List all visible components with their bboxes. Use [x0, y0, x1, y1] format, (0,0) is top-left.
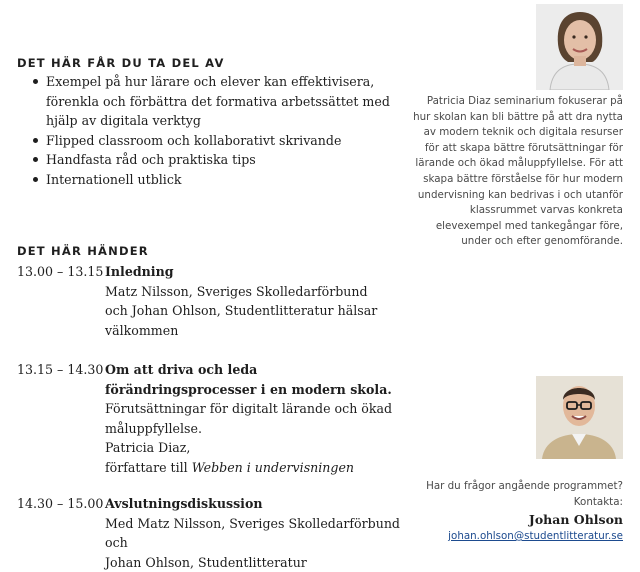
schedule-title: Inledning [105, 264, 174, 279]
schedule-time: 14.30 – 15.00 [17, 496, 104, 511]
contact-name: Johan Ohlson [528, 512, 623, 527]
schedule-time: 13.00 – 13.15 [17, 264, 104, 279]
schedule-line: Med Matz Nilsson, Sveriges Skolledarförbund och [105, 515, 400, 551]
schedule-title: Om att driva och leda förändringsprocesser i en modern skola. [105, 362, 392, 397]
schedule-item [17, 360, 417, 478]
schedule-author-line [105, 458, 417, 478]
schedule-line: Johan Ohlson, Studentlitteratur [105, 554, 307, 570]
schedule-time: 13.15 – 14.30 [17, 362, 104, 377]
schedule-item [17, 494, 417, 572]
schedule-line: välkommen [105, 322, 179, 338]
schedule-line: Matz Nilsson, Sveriges Skolledarförbund [105, 283, 368, 299]
contact-portrait [536, 376, 623, 459]
author-prefix: författare till [105, 459, 188, 475]
schedule-title: Avslutningsdiskussion [105, 496, 263, 511]
schedule-line: Förutsättningar för digitalt lärande och ökad måluppfyllelse. [105, 401, 393, 436]
contact-email-link[interactable]: johan.ohlson@studentlitteratur.se [448, 530, 623, 542]
section-heading-schedule: DET HÄR HÄNDER [17, 244, 149, 258]
benefits-list [17, 72, 417, 190]
contact-label: Kontakta: [573, 496, 623, 508]
list-item: Exempel på hur lärare och elever kan effektivisera, förenkla och förbättra det formativa arbetssättet med hjälp av digitala verktyg [17, 72, 417, 131]
schedule-line: Patricia Diaz, [105, 440, 191, 456]
schedule-item [17, 262, 417, 340]
contact-question: Har du frågor angående programmet? [426, 480, 623, 492]
book-title: Webben i undervisningen [191, 459, 355, 475]
list-item: Handfasta råd och praktiska tips [17, 150, 417, 170]
speaker-bio: Patricia Diaz seminarium fokuserar på hur skolan kan bli bättre på att dra nytta av modern teknik och digitala resurser för att skapa bättre förutsättningar för lärande och ökad måluppfyllelse. För att skapa bättre förståelse för hur modern undervisning kan bedrivas i och utanför klassrummet varvas konkreta elevexempel med tankegångar före, under och efter genomförande. [413, 95, 623, 248]
schedule-line: och Johan Ohlson, Studentlitteratur hälsar [105, 303, 378, 319]
speaker-portrait [536, 4, 623, 90]
section-heading-take-part: DET HÄR FÅR DU TA DEL AV [17, 56, 225, 70]
list-item: Internationell utblick [17, 170, 417, 190]
list-item: Flipped classroom och kollaborativt skrivande [17, 131, 417, 151]
